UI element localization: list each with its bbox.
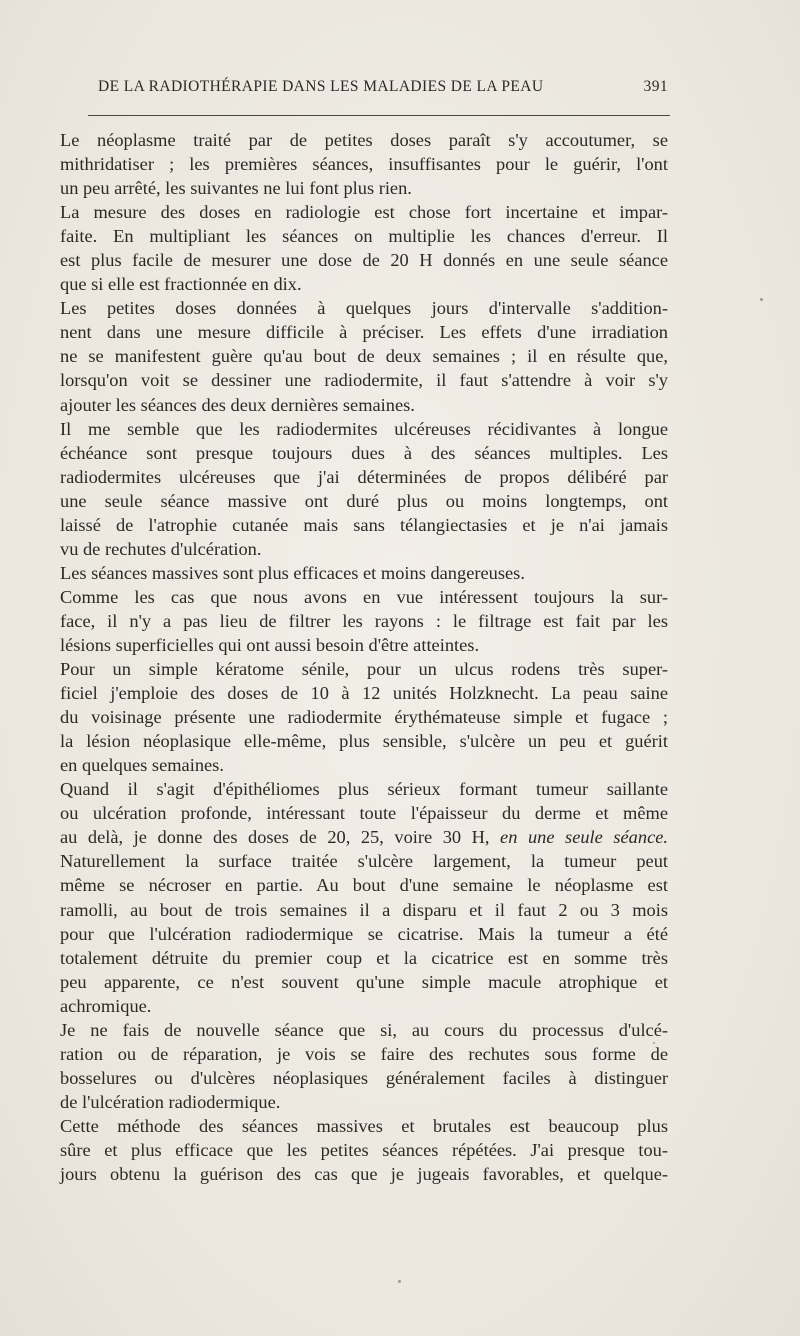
text-line-content: ficiel j'emploie des doses de 10 à 12 unités Holzknecht. La peau saine xyxy=(60,683,668,704)
text-line-content: Je ne fais de nouvelle séance que si, au cours du processus d'ulcé- xyxy=(60,1019,668,1040)
text-line xyxy=(60,657,668,681)
text-line-content: même se nécroser en partie. Au bout d'une semaine le néoplasme est xyxy=(60,875,668,896)
text-line-content: lorsqu'on voit se dessiner une radiodermite, il faut s'attendre à voir s'y xyxy=(60,370,668,391)
text-line xyxy=(60,753,668,777)
text-line xyxy=(60,1162,668,1186)
text-line xyxy=(60,344,668,368)
text-line-content: est plus facile de mesurer une dose de 20 H donnés en une seule séance xyxy=(60,250,668,271)
text-line xyxy=(60,513,668,537)
text-line xyxy=(60,489,668,513)
text-line xyxy=(60,152,668,176)
text-line-content: en quelques semaines. xyxy=(60,755,224,776)
text-line-content: échéance sont presque toujours dues à des séances multiples. Les xyxy=(60,442,668,463)
text-line xyxy=(60,224,668,248)
text-line-content: sûre et plus efficace que les petites séances répétées. J'ai presque tou- xyxy=(60,1139,668,1160)
text-line-content: nent dans une mesure difficile à préciser. Les effets d'une irradiation xyxy=(60,322,668,343)
text-line-content: la lésion néoplasique elle-même, plus sensible, s'ulcère un peu et guérit xyxy=(60,731,668,752)
text-line-content: vu de rechutes d'ulcération. xyxy=(60,538,262,559)
text-line xyxy=(60,200,668,224)
text-line xyxy=(60,537,668,561)
text-line-content: ne se manifestent guère qu'au bout de deux semaines ; il en résulte que, xyxy=(60,346,668,367)
text-line xyxy=(60,441,668,465)
page-number: 391 xyxy=(643,78,668,95)
text-line xyxy=(60,898,668,922)
text-line xyxy=(60,465,668,489)
text-line-content: ration ou de réparation, je vois se faire des rechutes sous forme de xyxy=(60,1043,668,1064)
text-line-content: radiodermites ulcéreuses que j'ai déterminées de propos délibéré par xyxy=(60,466,668,487)
text-line-content: faite. En multipliant les séances on multiplie les chances d'erreur. Il xyxy=(60,226,668,247)
paper-speck xyxy=(398,1280,401,1283)
text-line-content: Comme les cas que nous avons en vue intéressent toujours la sur- xyxy=(60,586,668,607)
text-line xyxy=(60,873,668,897)
text-line xyxy=(60,801,668,825)
text-line-content: ramolli, au bout de trois semaines il a disparu et il faut 2 ou 3 mois xyxy=(60,899,668,920)
text-line xyxy=(60,417,668,441)
text-line-content: Pour un simple kératome sénile, pour un ulcus rodens très super- xyxy=(60,659,668,680)
text-line xyxy=(60,994,668,1018)
text-line xyxy=(60,1114,668,1138)
text-line xyxy=(60,1138,668,1162)
text-line-content: Il me semble que les radiodermites ulcéreuses récidivantes à longue xyxy=(60,418,668,439)
text-line-content: ajouter les séances des deux dernières semaines. xyxy=(60,394,415,415)
text-line xyxy=(60,705,668,729)
text-line xyxy=(60,633,668,657)
text-line-content: pour que l'ulcération radiodermique se cicatrise. Mais la tumeur a été xyxy=(60,923,668,944)
text-line-content: Quand il s'agit d'épithéliomes plus sérieux formant tumeur saillante xyxy=(60,779,668,800)
text-line xyxy=(60,849,668,873)
text-line-content: Cette méthode des séances massives et brutales est beaucoup plus xyxy=(60,1115,668,1136)
text-line-content: de l'ulcération radiodermique. xyxy=(60,1091,281,1112)
text-line xyxy=(60,609,668,633)
paper-speck xyxy=(653,1042,655,1044)
text-line-content: peu apparente, ce n'est souvent qu'une simple macule atrophique et xyxy=(60,971,668,992)
text-line-content: un peu arrêté, les suivantes ne lui font plus rien. xyxy=(60,178,412,199)
text-line xyxy=(60,128,668,152)
running-header xyxy=(88,78,670,106)
text-line xyxy=(60,946,668,970)
text-line-content: une seule séance massive ont duré plus ou moins longtemps, ont xyxy=(60,490,668,511)
text-line-content: bosselures ou d'ulcères néoplasiques généralement faciles à distinguer xyxy=(60,1067,668,1088)
text-line-content: du voisinage présente une radiodermite érythémateuse simple et fugace ; xyxy=(60,707,668,728)
text-line xyxy=(60,1090,668,1114)
text-line-content: lésions superficielles qui ont aussi besoin d'être atteintes. xyxy=(60,634,480,655)
text-line xyxy=(60,248,668,272)
text-line-content: laissé de l'atrophie cutanée mais sans télangiectasies et je n'ai jamais xyxy=(60,514,668,535)
text-line xyxy=(60,320,668,344)
text-line xyxy=(60,368,668,392)
text-line xyxy=(60,777,668,801)
text-line-content: Le néoplasme traité par de petites doses paraît s'y accoutumer, se xyxy=(60,130,668,150)
italic-emphasis: en une seule séance. xyxy=(500,827,668,848)
text-line xyxy=(60,393,668,417)
text-line xyxy=(60,561,668,585)
text-line xyxy=(60,970,668,994)
header-rule xyxy=(88,115,670,116)
text-line xyxy=(60,729,668,753)
text-line xyxy=(60,272,668,296)
text-line-content: achromique. xyxy=(60,995,152,1016)
text-line xyxy=(60,1042,668,1066)
text-line xyxy=(60,176,668,200)
paper-speck xyxy=(760,298,763,301)
text-line xyxy=(60,681,668,705)
text-line xyxy=(60,1018,668,1042)
text-line xyxy=(60,585,668,609)
text-line-content: face, il n'y a pas lieu de filtrer les rayons : le filtrage est fait par les xyxy=(60,610,668,631)
text-line-content: totalement détruite du premier coup et la cicatrice est en somme très xyxy=(60,947,668,968)
running-title: DE LA RADIOTHÉRAPIE DANS LES MALADIES DE LA PEAU xyxy=(98,78,544,95)
text-line xyxy=(60,825,668,849)
text-line-content: Naturellement la surface traitée s'ulcère largement, la tumeur peut xyxy=(60,851,668,872)
text-line xyxy=(60,296,668,320)
text-line xyxy=(60,922,668,946)
text-line-content: Les séances massives sont plus efficaces et moins dangereuses. xyxy=(60,562,525,583)
text-line-content: ou ulcération profonde, intéressant toute l'épaisseur du derme et même xyxy=(60,803,668,824)
text-line-content: Les petites doses données à quelques jours d'intervalle s'addition- xyxy=(60,298,668,319)
text-line-content: au delà, je donne des doses de 20, 25, voire 30 H, xyxy=(60,827,501,848)
text-line-content: que si elle est fractionnée en dix. xyxy=(60,274,302,295)
body-text xyxy=(60,128,668,1186)
text-line-content: jours obtenu la guérison des cas que je jugeais favorables, et quelque- xyxy=(60,1164,668,1185)
text-line-content: La mesure des doses en radiologie est chose fort incertaine et impar- xyxy=(60,202,668,223)
text-line-content: mithridatiser ; les premières séances, insuffisantes pour le guérir, l'ont xyxy=(60,154,668,175)
text-line xyxy=(60,1066,668,1090)
